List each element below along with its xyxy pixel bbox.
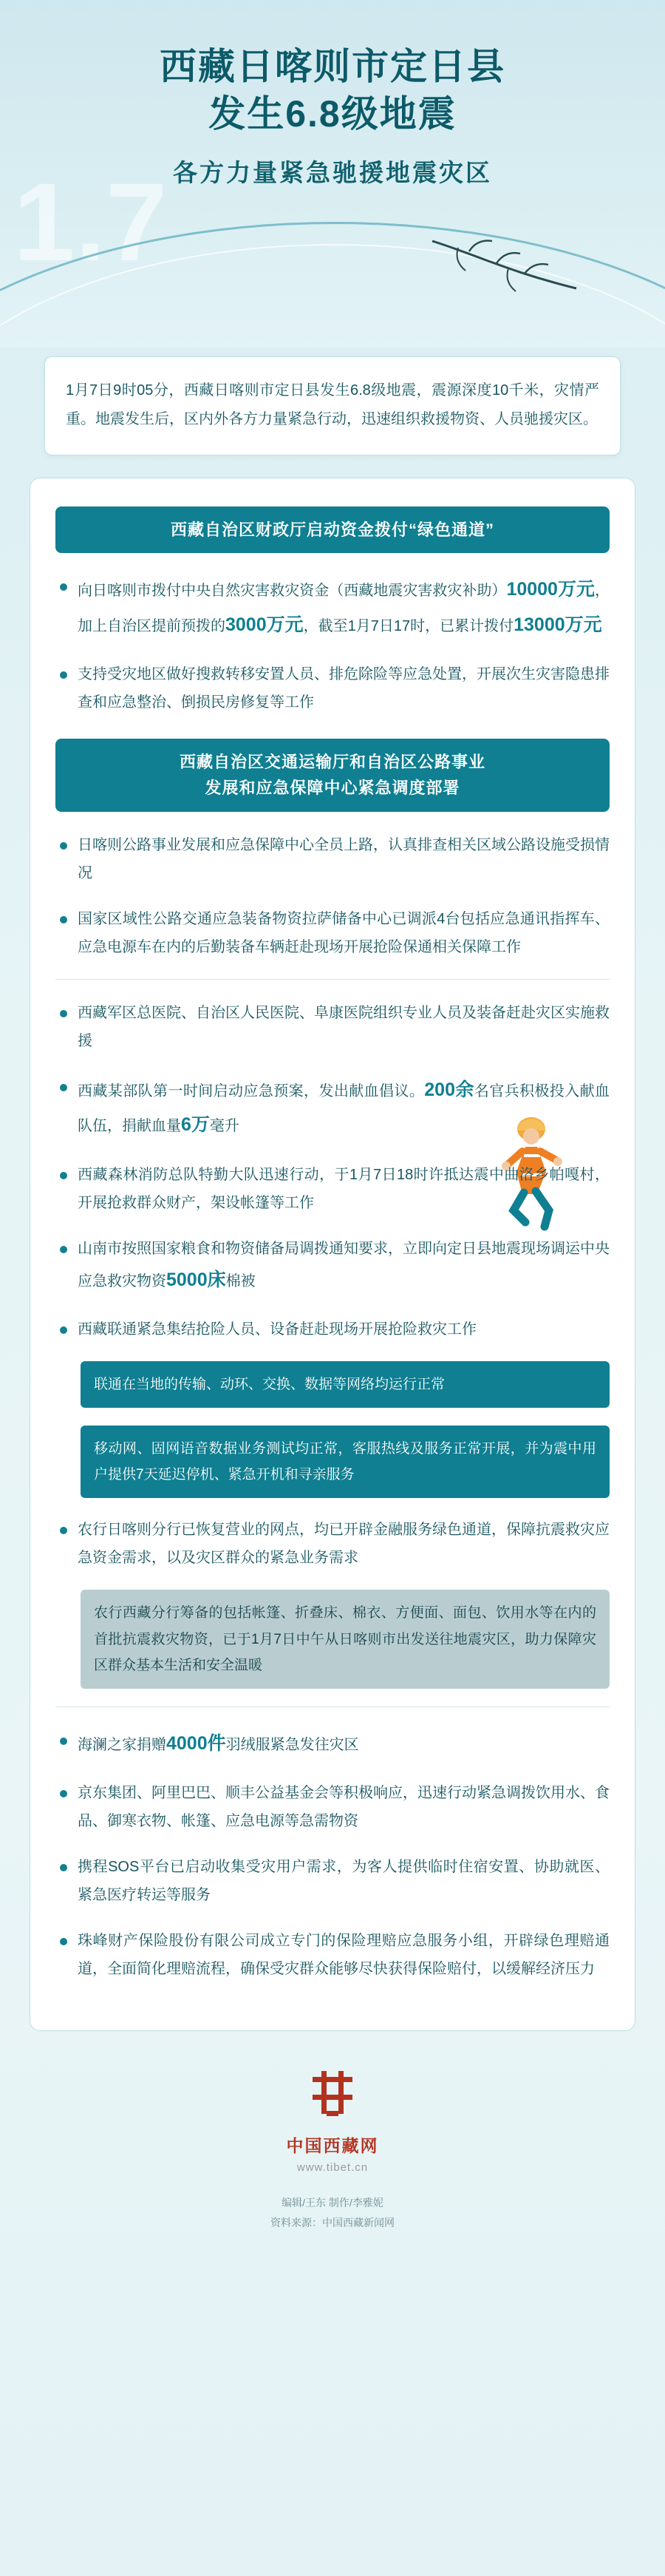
- credit-line-2: 资料来源：中国西藏新闻网: [270, 2217, 395, 2228]
- highlight-unicom: 联通在当地的传输、动环、交换、数据等网络均运行正常: [81, 1361, 610, 1408]
- list-item: 珠峰财产保险股份有限公司成立专门的保险理赔应急服务小组，开辟绿色理赔通道，全面简化理赔流程，确保受灾群众能够尽快获得保险赔付，以缓解经济压力: [55, 1927, 610, 1983]
- divider: [55, 979, 610, 980]
- header: [0, 0, 665, 348]
- list-item: 西藏森林消防总队特勤大队迅速行动，于1月7日18时许抵达震中曲洛乡帕嘎村，开展抢救群众财产，架设帐篷等工作: [55, 1161, 610, 1217]
- section-band-finance: 西藏自治区财政厅启动资金拨付“绿色通道”: [55, 506, 610, 553]
- divider-2: [55, 1706, 610, 1707]
- list-item: 海澜之家捐赠4000件羽绒服紧急发往灾区: [55, 1726, 610, 1762]
- site-name: 中国西藏网: [286, 2136, 379, 2156]
- band-line-1: 西藏自治区交通运输厅和自治区公路事业: [179, 753, 485, 772]
- branch-decoration-icon: [429, 235, 584, 316]
- list-item: 支持受灾地区做好搜救转移安置人员、排危除险等应急处置，开展次生灾害隐患排查和应急整治、倒损民房修复等工作: [55, 660, 610, 716]
- list-bank: [55, 1516, 610, 1572]
- credit-line-1: 编辑/王东 制作/李雅妮: [282, 2197, 383, 2209]
- intro-section: [0, 348, 665, 455]
- highlight-mobile: 移动网、固网语音数据业务测试均正常，客服热线及服务正常开展，并为震中用户提供7天延迟停机、紧急开机和寻亲服务: [81, 1426, 610, 1498]
- list-item: 农行日喀则分行已恢复营业的网点，均已开辟金融服务绿色通道，保障抗震救灾应急资金需求，以及灾区群众的紧急业务需求: [55, 1516, 610, 1572]
- title-line-2: 发生6.8级地震: [208, 93, 457, 135]
- list-enterprises: [55, 1726, 610, 1984]
- tibet-logo-icon: [305, 2065, 360, 2120]
- credits: [0, 2193, 665, 2232]
- footer: [0, 2031, 665, 2262]
- page-title: [0, 0, 665, 138]
- title-line-1: 西藏日喀则市定日县: [160, 46, 505, 87]
- list-item: 向日喀则市拨付中央自然灾害救灾资金（西藏地震灾害救灾补助）10000万元，加上自治区提前预拨的3000万元，截至1月7日17时，已累计拨付13000万元: [55, 572, 610, 643]
- list-transport: [55, 831, 610, 961]
- ghost-number: 1.7: [13, 160, 168, 284]
- list-rescue: [55, 999, 610, 1344]
- list-item: 携程SOS平台已启动收集受灾用户需求，为客人提供临时住宿安置、协助就医、紧急医疗转运等服务: [55, 1853, 610, 1909]
- list-item: 西藏某部队第一时间启动应急预案，发出献血倡议。200余名官兵积极投入献血队伍，捐献血量6万毫升: [55, 1073, 610, 1143]
- intro-card: [44, 356, 621, 455]
- list-finance: [55, 572, 610, 716]
- intro-text: 1月7日9时05分，西藏日喀则市定日县发生6.8级地震，震源深度10千米，灾情严重。地震发生后，区内外各方力量紧急行动，迅速组织救援物资、人员驰援灾区。: [66, 382, 599, 427]
- list-item: 京东集团、阿里巴巴、顺丰公益基金会等积极响应，迅速行动紧急调拨饮用水、食品、御寒衣物、帐篷、应急电源等急需物资: [55, 1779, 610, 1835]
- site-url: www.tibet.cn: [296, 2161, 369, 2175]
- main-card: [30, 478, 635, 2031]
- list-item: 山南市按照国家粮食和物资储备局调拨通知要求，立即向定日县地震现场调运中央应急救灾物资5000床棉被: [55, 1235, 610, 1298]
- list-item: 西藏联通紧急集结抢险人员、设备赶赴现场开展抢险救灾工作: [55, 1315, 610, 1343]
- section-band-transport: [55, 739, 610, 811]
- band-line-2: 发展和应急保障中心紧急调度部署: [205, 779, 460, 798]
- list-item: 国家区域性公路交通应急装备物资拉萨储备中心已调派4台包括应急通讯指挥车、应急电源车在内的后勤装备车辆赶赴现场开展抢险保通相关保障工作: [55, 905, 610, 961]
- main-section: [0, 455, 665, 2031]
- page-subtitle: 各方力量紧急驰援地震灾区: [173, 159, 492, 186]
- list-item: 日喀则公路事业发展和应急保障中心全员上路，认真排查相关区域公路设施受损情况: [55, 831, 610, 887]
- list-item: 西藏军区总医院、自治区人民医院、阜康医院组织专业人员及装备赶赴灾区实施救援: [55, 999, 610, 1055]
- note-abc-supplies: 农行西藏分行筹备的包括帐篷、折叠床、棉衣、方便面、面包、饮用水等在内的首批抗震救灾物资，已于1月7日中午从日喀则市出发送往地震灾区，助力保障灾区群众基本生活和安全温暖: [81, 1590, 610, 1688]
